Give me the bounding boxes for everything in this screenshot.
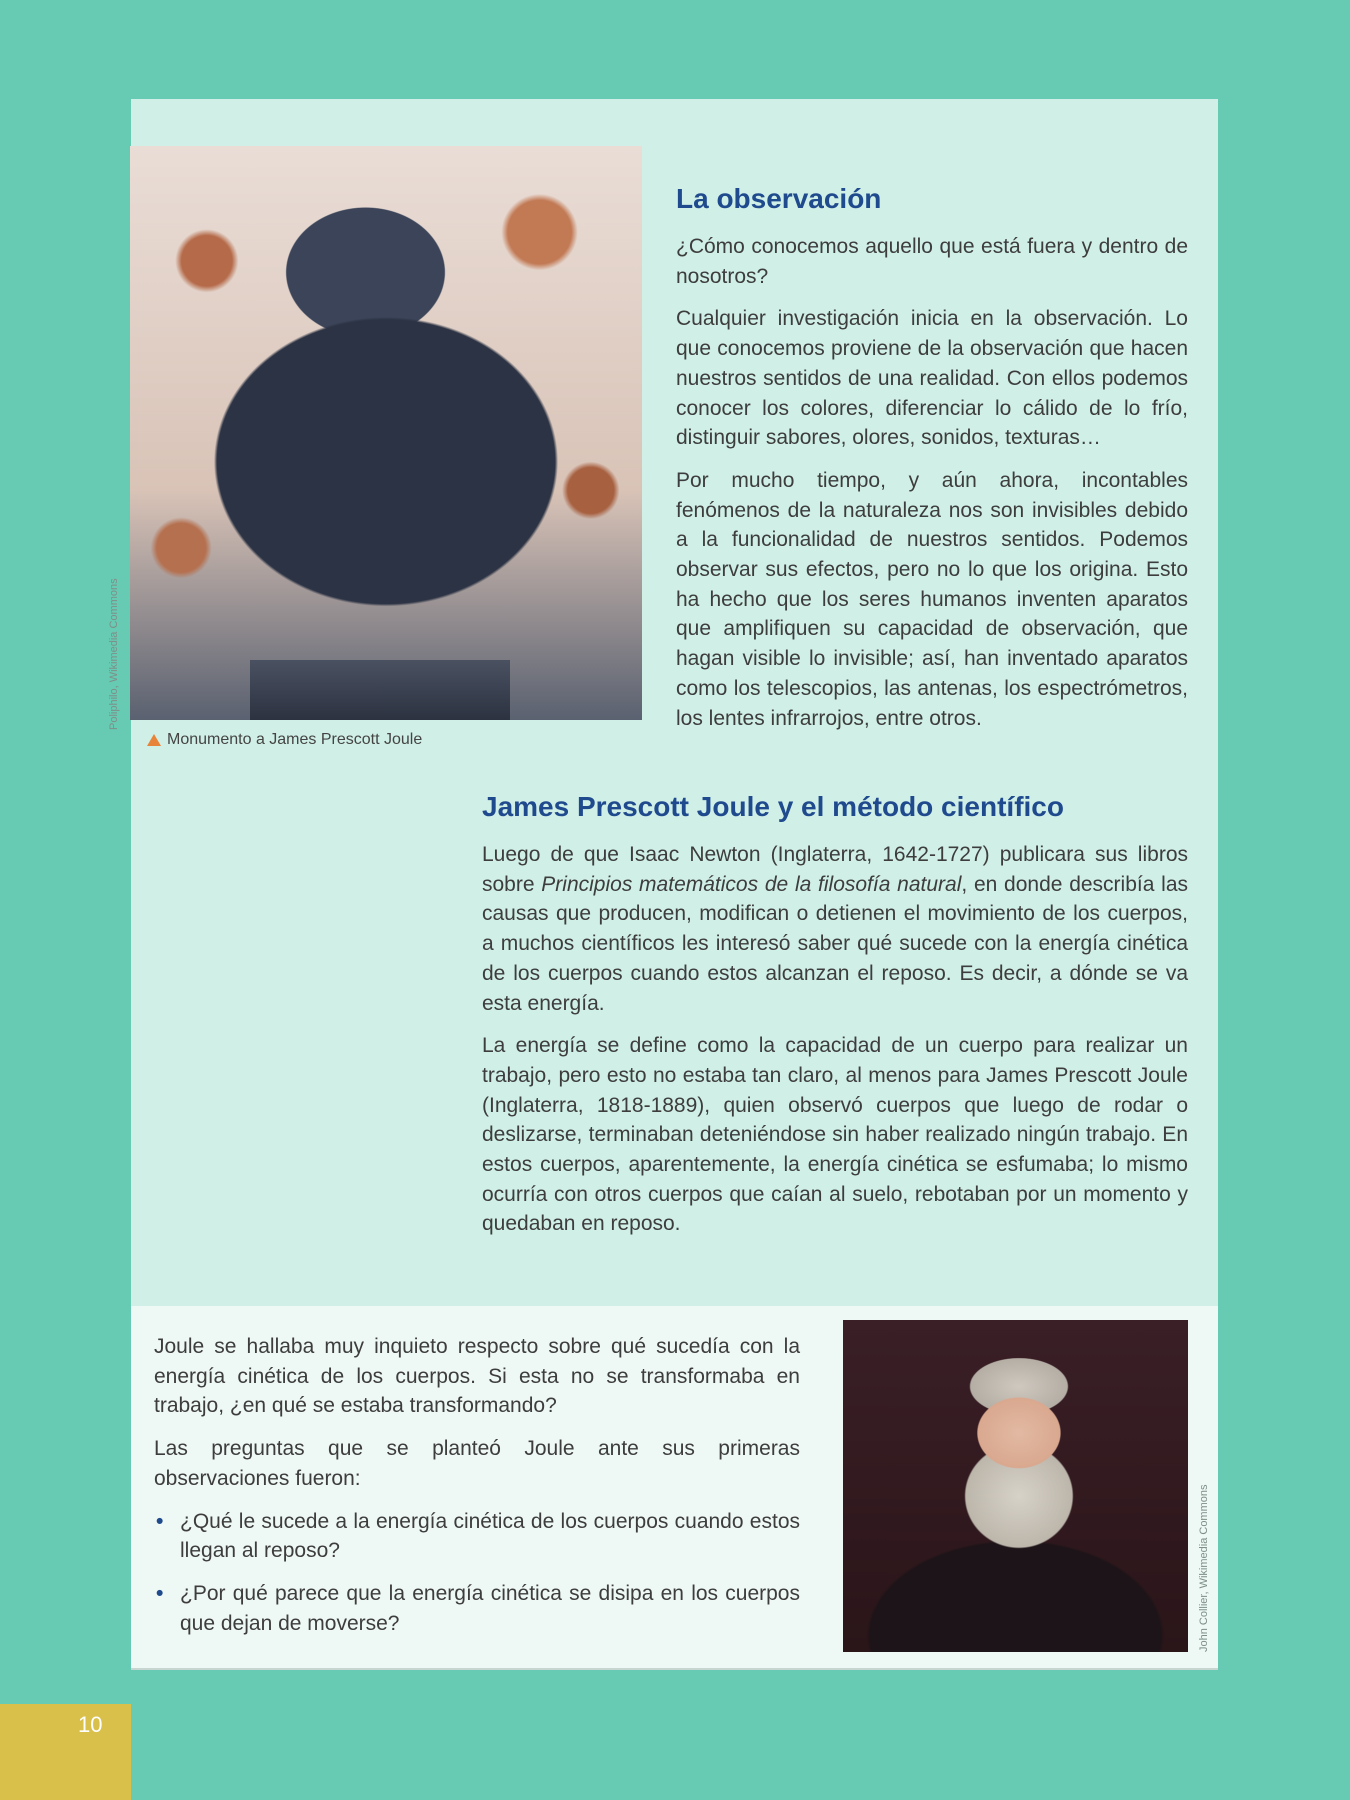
paragraph: ¿Cómo conocemos aquello que está fuera y dentro de nosotros? bbox=[676, 235, 1188, 288]
questions-list bbox=[154, 1507, 800, 1639]
page-number-tab bbox=[0, 1704, 131, 1800]
statue-base bbox=[250, 660, 510, 720]
list-item-text: ¿Qué le sucede a la energía cinética de los cuerpos cuando estos llegan al reposo? bbox=[180, 1509, 800, 1563]
paragraph bbox=[482, 840, 1188, 1018]
text-run: , en donde describía las causas que producen, modifican o detienen el movimiento de los cuerpos, a muchos científicos les interesó saber qué sucede con la energía cinética de los cuerpos cuando estos alcanzan el reposo. Es decir, a dónde se va esta energía. bbox=[482, 872, 1189, 1015]
triangle-icon bbox=[147, 734, 161, 746]
bullet-icon: • bbox=[156, 1509, 164, 1533]
paragraph: Por mucho tiempo, y aún ahora, incontables fenómenos de la naturaleza nos son invisibles debido a la funcionalidad de nuestros sentidos. Podemos observar sus efectos, pero no lo que los origina. Esto ha hecho que los seres humanos inventen aparatos que amplifiquen su capacidad de observación, que hagan visible lo invisible; así, han inventado aparatos como los telescopios, las antenas, los espectrómetros, los lentes infrarrojos, entre otros. bbox=[676, 468, 1188, 730]
list-item-text: ¿Por qué parece que la energía cinética se disipa en los cuerpos que dejan de moverse? bbox=[180, 1581, 800, 1635]
statue-caption bbox=[147, 731, 422, 749]
statue-photo-credit: Poliphilo, Wikimedia Commons bbox=[108, 578, 120, 730]
paragraph: Joule se hallaba muy inquieto respecto sobre qué sucedía con la energía cinética de los cuerpos. Si esta no se transformaba en trabajo, ¿en qué se estaba transformando? bbox=[154, 1335, 800, 1418]
text-run: Luego de que Isaac Newton (Inglaterra, 1642-1727) publicara sus libros sobre bbox=[482, 843, 1188, 896]
questions-body bbox=[154, 1332, 800, 1651]
statue-caption-text: Monumento a James Prescott Joule bbox=[167, 731, 423, 748]
joule-statue-photo bbox=[130, 146, 642, 720]
paragraph: La energía se define como la capacidad de un cuerpo para realizar un trabajo, pero esto no estaba tan claro, al menos para James Prescott Joule (Inglaterra, 1818-1889), quien observó cuerpos que luego de rodar o deslizarse, terminaban deteniéndose sin haber realizado ningún trabajo. En estos cuerpos, aparentemente, la energía cinética se esfumaba; lo mismo ocurría con otros cuerpos que caían al suelo, rebotaban por un momento y quedaban en reposo. bbox=[482, 1034, 1188, 1236]
section-title-joule: James Prescott Joule y el método científico bbox=[482, 791, 1064, 822]
list-item bbox=[154, 1507, 800, 1566]
joule-portrait bbox=[843, 1320, 1188, 1652]
page-number: 10 bbox=[78, 1712, 103, 1737]
section-title-observacion: La observación bbox=[676, 183, 882, 214]
book-title: Principios matemáticos de la filosofía natural bbox=[541, 872, 962, 896]
observacion-body bbox=[676, 232, 1188, 746]
list-item bbox=[154, 1579, 800, 1638]
portrait-photo-credit: John Collier, Wikimedia Commons bbox=[1198, 1484, 1210, 1652]
paragraph: Las preguntas que se planteó Joule ante sus primeras observaciones fueron: bbox=[154, 1437, 800, 1490]
joule-body bbox=[482, 840, 1188, 1252]
paragraph: Cualquier investigación inicia en la observación. Lo que conocemos proviene de la observación que hacen nuestros sentidos de una realidad. Con ellos podemos conocer los colores, diferenciar lo cálido de lo frío, distinguir sabores, olores, sonidos, texturas… bbox=[676, 307, 1188, 450]
bullet-icon: • bbox=[156, 1581, 164, 1605]
